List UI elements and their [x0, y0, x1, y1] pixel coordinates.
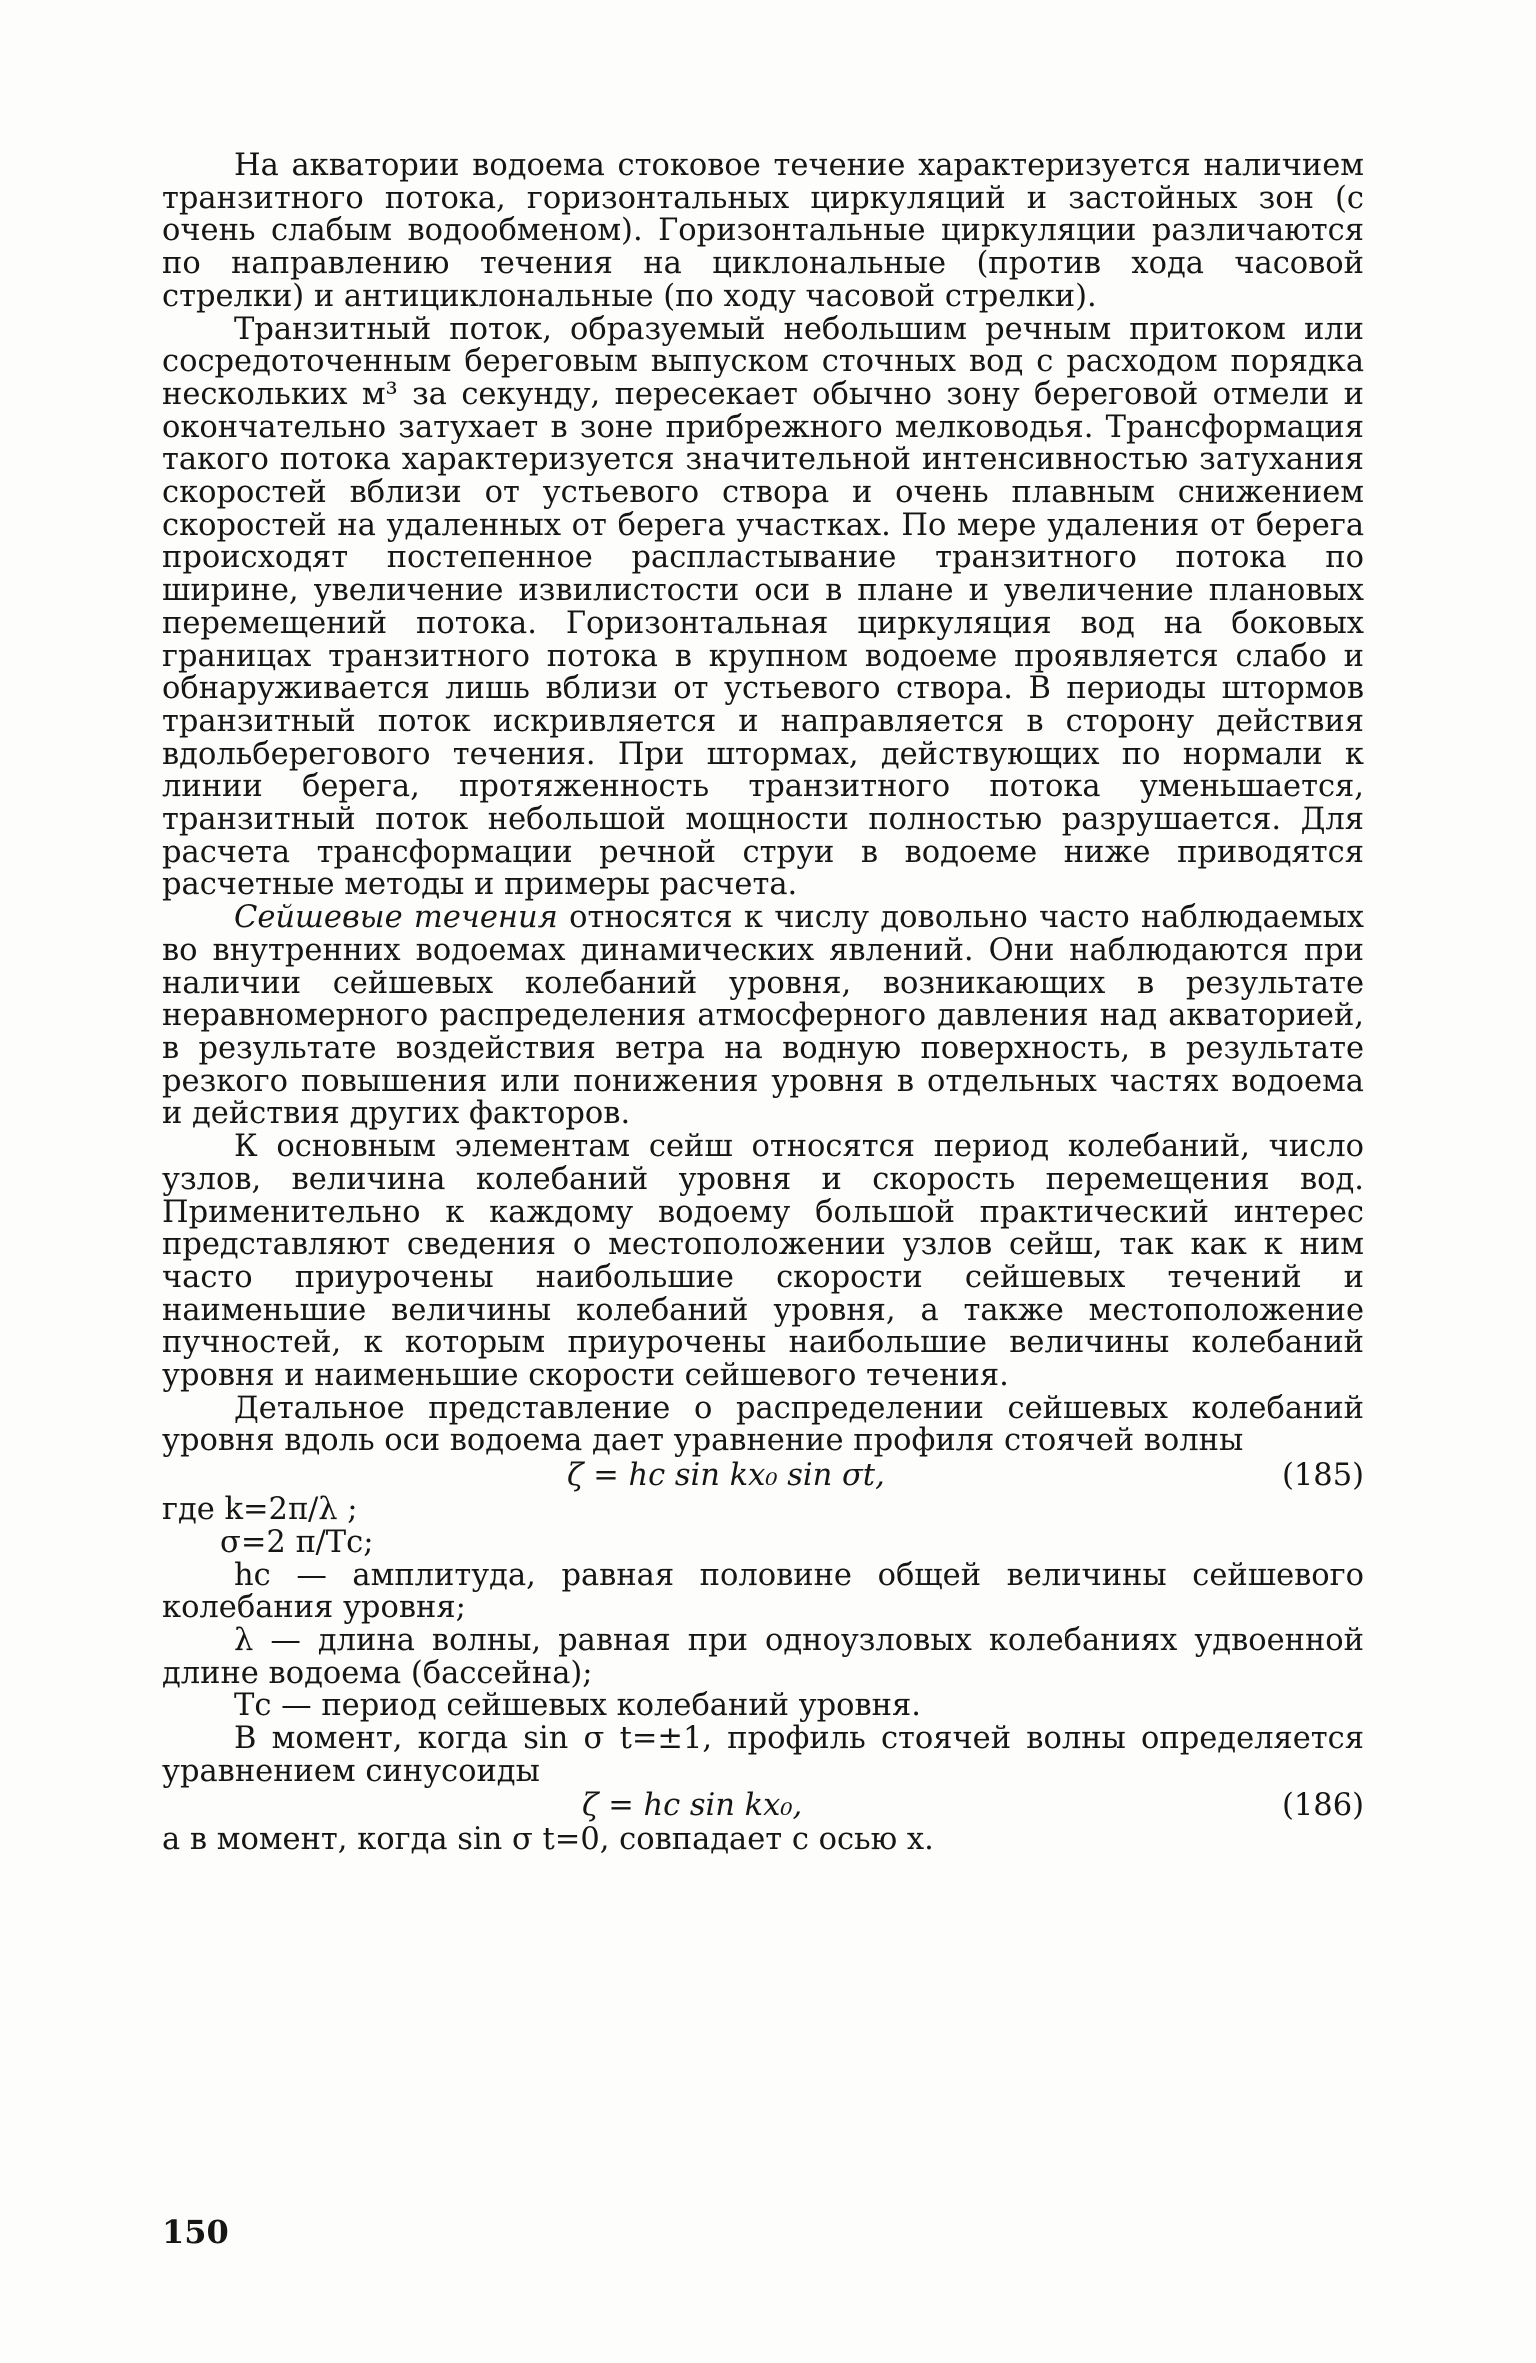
formula-185-number: (185): [1281, 1458, 1364, 1494]
paragraph-intro: На акватории водоема стоковое течение характеризуется наличием транзитного потока, горизонтальных циркуляций и застойных зон (с очень слабым водообменом). Горизонтальные циркуляции различаются по направлению течения на циклональные (против хода часовой стрелки) и антициклональные (по ходу часовой стрелки).: [162, 148, 1364, 314]
definition-tc: Tс — период сейшевых колебаний уровня.: [234, 1688, 921, 1724]
definitions-block: [162, 1494, 1364, 1723]
formula-185-expression: ζ = hс sin kx₀ sin σt,: [567, 1458, 885, 1494]
page-number: 150: [162, 2213, 229, 2251]
paragraph-profile-intro: Детальное представление о распределении сейшевых колебаний уровня вдоль оси водоема дает уравнение профиля стоячей волны: [162, 1390, 1364, 1459]
definition-sigma: σ=2 π/Tс;: [220, 1524, 374, 1560]
paragraph-seiche-currents: [162, 902, 1364, 1131]
term-seiche-currents: Сейшевые течения: [234, 900, 558, 936]
formula-186-number: (186): [1281, 1788, 1364, 1824]
body-text: [162, 150, 1364, 1857]
definition-k: где k=2π/λ ;: [162, 1492, 358, 1528]
paragraph-transit-flow: Транзитный поток, образуемый небольшим речным притоком или сосредоточенным береговым выпуском сточных вод с расходом порядка нескольких м³ за секунду, пересекает обычно зону береговой отмели и окончательно затухает в зоне прибрежного мелководья. Трансформация такого потока характеризуется значительной интенсивностью затухания скоростей вблизи от устьевого створа и очень плавным снижением скоростей на удаленных от берега участках. По мере удаления от берега происходят постепенное распластывание транзитного потока по ширине, увеличение извилистости оси в плане и увеличение плановых перемещений потока. Горизонтальная циркуляция вод на боковых границах транзитного потока в крупном водоеме проявляется слабо и обнаруживается лишь вблизи от устьевого створа. В периоды штормов транзитный поток искривляется и направляется в сторону действия вдольберегового течения. При штормах, действующих по нормали к линии берега, протяженность транзитного потока уменьшается, транзитный поток небольшой мощности полностью разрушается. Для расчета трансформации речной струи в водоеме ниже приводятся расчетные методы и примеры расчета.: [162, 311, 1364, 903]
definition-lambda: λ — длина волны, равная при одноузловых колебаниях удвоенной длине водоема (бассейна);: [162, 1622, 1364, 1691]
paragraph-seiche-text: относятся к числу довольно часто наблюдаемых во внутренних водоемах динамических явлений. Они наблюдаются при наличии сейшевых колебаний уровня, возникающих в результате неравномерного распределения атмосферного давления над акваторией, в результате воздействия ветра на водную поверхность, в результате резкого повышения или понижения уровня в отдельных частях водоема и действия других факторов.: [162, 900, 1364, 1132]
formula-186-expression: ζ = hс sin kx₀,: [582, 1788, 803, 1824]
paragraph-seiche-elements: К основным элементам сейш относятся период колебаний, число узлов, величина колебаний уровня и скорость перемещения вод. Применительно к каждому водоему большой практический интерес представляют сведения о местоположении узлов сейш, так как к ним часто приурочены наибольшие скорости сейшевых течений и наименьшие величины колебаний уровня, а также местоположение пучностей, к которым приурочены наибольшие величины колебаний уровня и наименьшие скорости сейшевого течения.: [162, 1129, 1364, 1394]
paragraph-sinusoid: В момент, когда sin σ t=±1, профиль стоячей волны определяется уравнением синусоиды: [162, 1721, 1364, 1789]
formula-186: [162, 1788, 1364, 1824]
paragraph-axis: а в момент, когда sin σ t=0, совпадает с осью x.: [162, 1822, 934, 1858]
formula-185: [162, 1458, 1364, 1494]
definition-hc: hс — амплитуда, равная половине общей величины сейшевого колебания уровня;: [162, 1557, 1364, 1626]
